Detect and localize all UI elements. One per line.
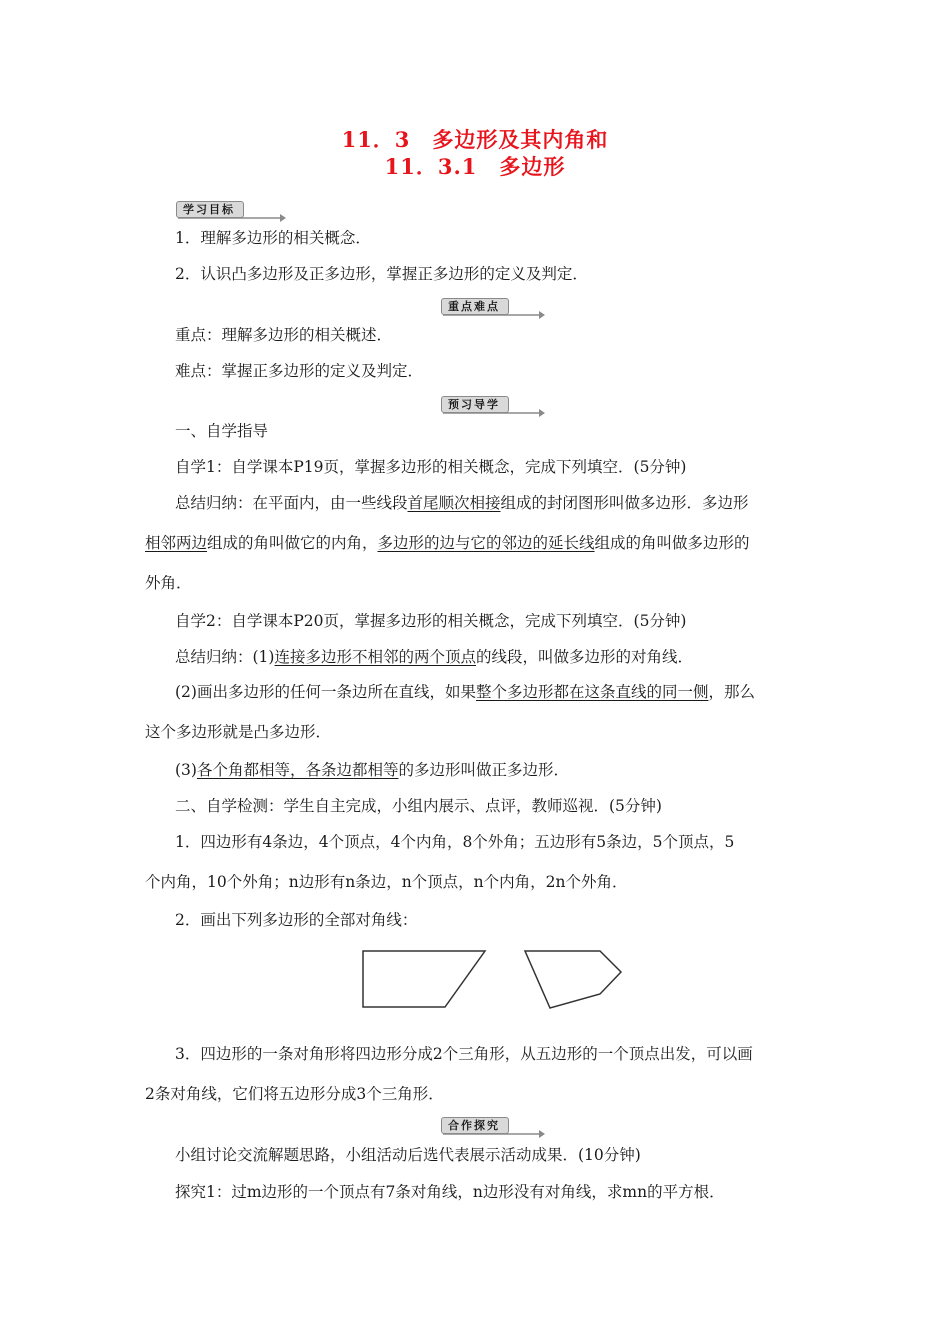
point-3 — [175, 760, 569, 780]
text: (3) — [175, 761, 197, 779]
pentagon-shape — [525, 951, 621, 1008]
answer-blank: 相邻两边 — [145, 534, 208, 552]
question-2: 2．画出下列多边形的全部对角线： — [175, 911, 418, 929]
banner-label: 合作探究 — [441, 1117, 509, 1134]
banner-label: 重点难点 — [441, 298, 509, 315]
question-3-line-2: 2条对角线，它们将五边形分成3个三角形． — [145, 1085, 444, 1103]
key-difficulty: 难点：掌握正多边形的定义及判定． — [175, 362, 424, 380]
quadrilateral-shape — [363, 951, 485, 1007]
banner-preview — [441, 396, 545, 418]
banner-key-points — [441, 298, 545, 320]
section-2-heading: 二、自学检测：学生自主完成，小组内展示、点评，教师巡视．(5分钟) — [175, 797, 662, 815]
summary-1-line-3: 外角． — [145, 574, 192, 592]
text: ，那么 — [708, 683, 755, 701]
question-1-line-1: 1．四边形有4条边，4个顶点，4个内角，8个外角；五边形有5条边，5个顶点，5 — [175, 833, 735, 851]
answer-blank: 首尾顺次相接 — [407, 494, 501, 512]
point-2-line-1 — [175, 682, 755, 702]
text: 的线段，叫做多边形的对角线． — [475, 648, 693, 666]
answer-blank: 连接多边形不相邻的两个顶点 — [274, 648, 476, 666]
title-line-2: 11．3.1 多边形 — [384, 154, 566, 179]
text: 组成的角叫做多边形的 — [594, 534, 750, 552]
answer-blank: 各个角都相等，各条边都相等 — [196, 761, 399, 779]
point-2-line-2: 这个多边形就是凸多边形． — [145, 723, 332, 741]
title-line-1: 11．3 多边形及其内角和 — [341, 127, 609, 152]
summary-1-line-1 — [175, 493, 749, 513]
text: 组成的封闭图形叫做多边形．多边形 — [500, 494, 749, 512]
answer-blank: 整个多边形都在这条直线的同一侧 — [475, 683, 709, 701]
banner-label: 预习导学 — [441, 396, 509, 413]
goal-item-2: 2．认识凸多边形及正多边形，掌握正多边形的定义及判定． — [175, 265, 588, 283]
banner-cooperative-inquiry — [441, 1117, 545, 1139]
section-1-heading: 一、自学指导 — [175, 422, 269, 440]
summary-2-line-1 — [175, 647, 693, 667]
key-focus: 重点：理解多边形的相关概述． — [175, 326, 393, 344]
text: 总结归纳：(1) — [175, 648, 275, 666]
goal-item-1: 1．理解多边形的相关概念． — [175, 229, 371, 247]
summary-1-line-2 — [145, 533, 750, 553]
question-3-line-1: 3．四边形的一条对角形将四边形分成2个三角形，从五边形的一个顶点出发，可以画 — [175, 1045, 753, 1063]
coop-intro: 小组讨论交流解题思路，小组活动后选代表展示活动成果．(10分钟) — [175, 1146, 641, 1164]
banner-study-goals — [176, 201, 286, 223]
self-study-2: 自学2：自学课本P20页，掌握多边形的相关概念，完成下列填空．(5分钟) — [175, 612, 687, 630]
explore-1: 探究1：过m边形的一个顶点有7条对角线，n边形没有对角线，求mn的平方根． — [175, 1183, 725, 1201]
text: (2)画出多边形的任何一条边所在直线，如果 — [175, 683, 476, 701]
question-1-line-2: 个内角，10个外角；n边形有n条边，n个顶点，n个内角，2n个外角． — [145, 873, 628, 891]
polygon-figures — [355, 945, 630, 1015]
text: 组成的角叫做它的内角， — [207, 534, 378, 552]
self-study-1: 自学1：自学课本P19页，掌握多边形的相关概念，完成下列填空．(5分钟) — [175, 458, 687, 476]
text: 总结归纳：在平面内，由一些线段 — [175, 494, 408, 512]
answer-blank: 多边形的边与它的邻边的延长线 — [377, 534, 595, 552]
text: 的多边形叫做正多边形． — [398, 761, 569, 779]
banner-label: 学习目标 — [176, 201, 244, 218]
